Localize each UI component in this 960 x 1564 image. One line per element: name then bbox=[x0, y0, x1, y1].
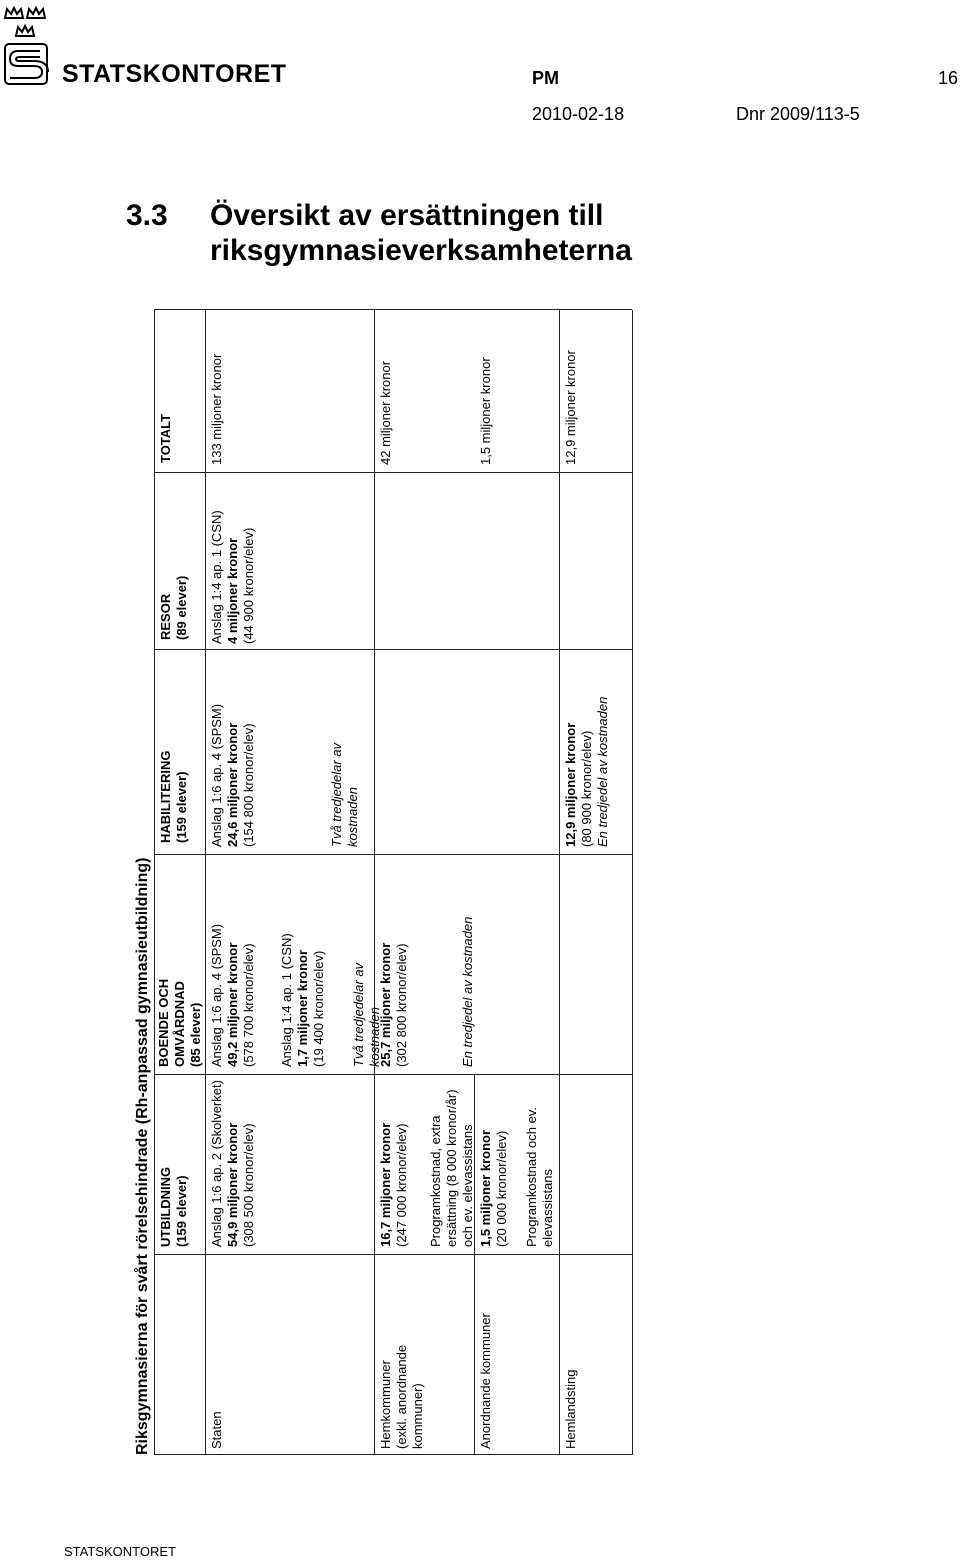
cell-note: kostnaden bbox=[367, 1007, 382, 1067]
column-header-line: UTBILDNING bbox=[158, 1166, 173, 1247]
rotated-table-frame bbox=[130, 310, 632, 1455]
column-header-totalt bbox=[158, 414, 174, 463]
logo-wordmark: STATSKONTORET bbox=[62, 60, 287, 88]
table-title: Riksgymnasierna för svårt rörelsehindrade (Rh-anpassad gymnasieutbildning) bbox=[134, 857, 151, 1455]
cell-amount: 24,6 miljoner kronor bbox=[225, 722, 240, 847]
cell-line: Anslag 1:4 ap. 1 (CSN) bbox=[209, 510, 224, 644]
cell-amount: 54,9 miljoner kronor bbox=[225, 1122, 240, 1247]
cell-line: (19 400 kronor/elev) bbox=[311, 950, 326, 1067]
statskontoret-logo-icon bbox=[2, 4, 50, 88]
column-header-line: OMVÅRDNAD bbox=[172, 981, 187, 1067]
page-footer: STATSKONTORET bbox=[64, 1544, 176, 1559]
row-label-line: kommuner) bbox=[410, 1383, 425, 1449]
grid-line bbox=[154, 309, 632, 310]
cell-amount: 12,9 miljoner kronor bbox=[563, 722, 578, 847]
section-title-line2: riksgymnasieverksamheterna bbox=[210, 234, 632, 267]
row-label-anordnande-kommuner bbox=[478, 1313, 494, 1449]
column-header-line: RESOR bbox=[158, 593, 173, 640]
hemkommuner-utbildning bbox=[378, 1089, 476, 1247]
column-header-line: (159 elever) bbox=[174, 771, 189, 843]
cell-line: (154 800 kronor/elev) bbox=[241, 723, 256, 847]
column-header-line: BOENDE OCH bbox=[156, 978, 171, 1067]
cell-amount: 25,7 miljoner kronor bbox=[378, 942, 393, 1067]
column-header-line: HABILITERING bbox=[158, 750, 173, 843]
cell-line: (302 800 kronor/elev) bbox=[394, 943, 409, 1067]
column-header-line: TOTALT bbox=[158, 413, 173, 463]
cell-note: En tredjedel av kostnaden bbox=[595, 696, 610, 847]
row-label-hemkommuner bbox=[378, 1345, 426, 1449]
column-header-line: (89 elever) bbox=[174, 575, 189, 640]
cell-amount: 16,7 miljoner kronor bbox=[378, 1122, 393, 1247]
cell-amount: 4 miljoner kronor bbox=[225, 537, 240, 644]
grid-line bbox=[154, 854, 632, 855]
section-number: 3.3 bbox=[126, 199, 168, 232]
cell-amount: 1,7 miljoner kronor bbox=[295, 949, 310, 1067]
cell-line: (44 900 kronor/elev) bbox=[241, 527, 256, 644]
hemlandsting-habilitering bbox=[563, 697, 611, 847]
cell-amount: 1,5 miljoner kronor bbox=[478, 1129, 493, 1247]
column-header-resor bbox=[158, 576, 190, 640]
row-label-staten bbox=[209, 1411, 225, 1449]
column-header-habilitering bbox=[158, 751, 190, 843]
cell-line: (20 000 kronor/elev) bbox=[494, 1130, 509, 1247]
cell-amount: 49,2 miljoner kronor bbox=[225, 942, 240, 1067]
cell-line: (308 500 kronor/elev) bbox=[241, 1123, 256, 1247]
column-header-line: (159 elever) bbox=[174, 1175, 189, 1247]
staten-totalt: 133 miljoner kronor bbox=[209, 353, 224, 465]
cell-line: Anslag 1:6 ap. 4 (SPSM) bbox=[209, 923, 224, 1067]
cell-line: (80 900 kronor/elev) bbox=[579, 730, 594, 847]
document-reference: Dnr 2009/113-5 bbox=[736, 104, 860, 124]
grid-line bbox=[154, 1454, 632, 1455]
staten-utbildning bbox=[209, 1080, 257, 1247]
grid-line bbox=[154, 1074, 632, 1075]
cell-note: kostnaden bbox=[345, 787, 360, 847]
row-label-line: Hemlandsting bbox=[563, 1369, 578, 1449]
column-header-boende bbox=[156, 979, 204, 1067]
grid-line bbox=[205, 310, 206, 1455]
page-number: 16 bbox=[938, 68, 959, 88]
staten-habilitering bbox=[209, 704, 361, 847]
grid-line bbox=[374, 310, 375, 1455]
row-label-line: Anordnande kommuner bbox=[478, 1313, 493, 1449]
cell-line: Anslag 1:4 ap. 1 (CSN) bbox=[279, 933, 294, 1067]
anordnande-utbildning bbox=[478, 1107, 556, 1247]
cell-line: Anslag 1:6 ap. 2 (Skolverket) bbox=[209, 1080, 224, 1247]
cell-note: Programkostnad och ev. bbox=[524, 1107, 539, 1247]
table-grid bbox=[154, 310, 632, 1455]
anordnande-totalt: 1,5 miljoner kronor bbox=[478, 357, 493, 465]
row-label-line: Staten bbox=[209, 1411, 224, 1449]
memo-type: PM bbox=[532, 68, 559, 88]
cell-line: (578 700 kronor/elev) bbox=[241, 943, 256, 1067]
grid-line bbox=[632, 310, 633, 1455]
hemlandsting-totalt: 12,9 miljoner kronor bbox=[563, 350, 578, 465]
staten-boende bbox=[209, 924, 383, 1067]
column-header-utbildning bbox=[158, 1167, 190, 1247]
cell-note: Två tredjedelar av bbox=[329, 742, 344, 847]
cell-note: Två tredjedelar av bbox=[351, 962, 366, 1067]
grid-line bbox=[154, 1254, 632, 1255]
cell-note: En tredjedel av kostnaden bbox=[460, 916, 475, 1067]
grid-line bbox=[154, 472, 632, 473]
grid-line bbox=[559, 310, 560, 1455]
section-title-line1: Översikt av ersättningen till bbox=[210, 199, 604, 232]
grid-line bbox=[154, 310, 155, 1455]
grid-line bbox=[154, 649, 632, 650]
hemkommuner-boende bbox=[378, 917, 476, 1067]
cell-line: (247 000 kronor/elev) bbox=[394, 1123, 409, 1247]
cell-note: Programkostnad, extra bbox=[428, 1115, 443, 1247]
cell-note: och ev. elevassistans bbox=[460, 1124, 475, 1247]
hemkommuner-totalt: 42 miljoner kronor bbox=[378, 360, 393, 465]
section-heading bbox=[126, 198, 632, 268]
cell-line: Anslag 1:6 ap. 4 (SPSM) bbox=[209, 703, 224, 847]
row-label-hemlandsting bbox=[563, 1370, 579, 1450]
cell-note: ersättning (8 000 kronor/år) bbox=[444, 1089, 459, 1247]
document-date: 2010-02-18 bbox=[532, 104, 625, 124]
cell-note: elevassistans bbox=[540, 1168, 555, 1247]
row-label-line: (exkl. anordnande bbox=[394, 1344, 409, 1449]
compensation-table bbox=[130, 310, 632, 1455]
column-header-line: (85 elever) bbox=[188, 1002, 203, 1067]
staten-resor bbox=[209, 510, 257, 644]
row-label-line: Hemkommuner bbox=[378, 1360, 393, 1449]
